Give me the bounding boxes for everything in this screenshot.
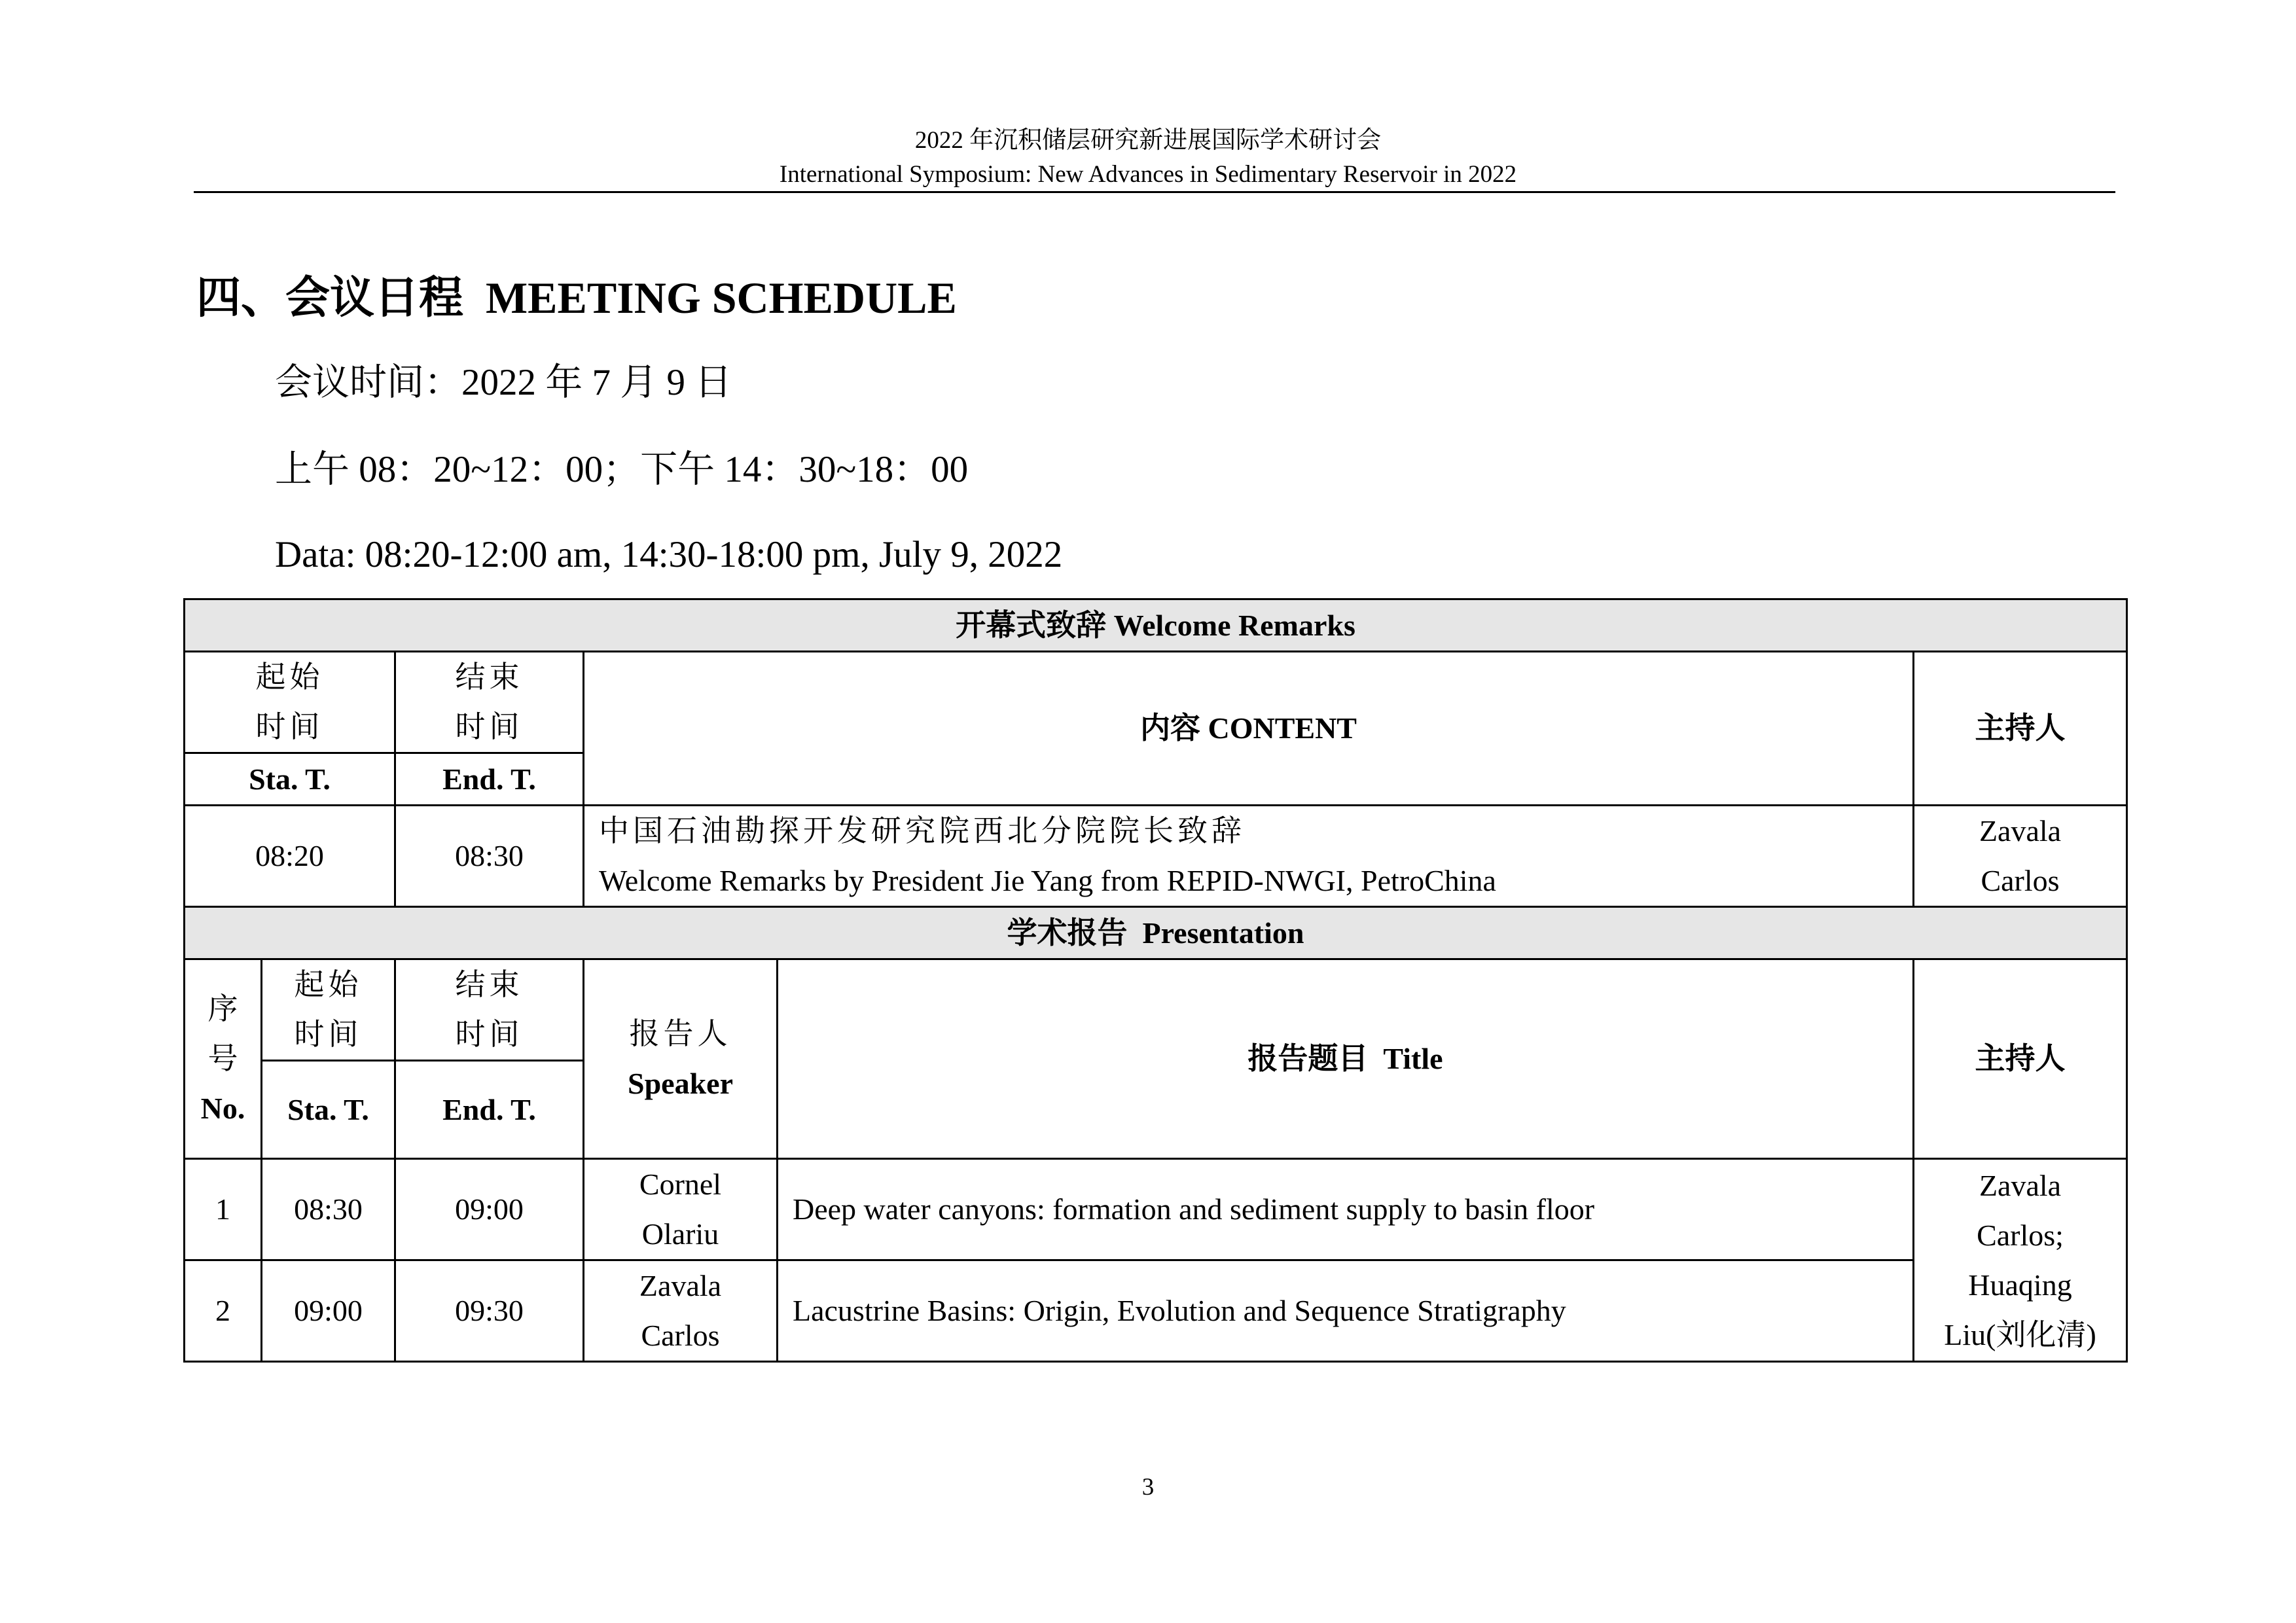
welcome-row bbox=[185, 806, 2127, 907]
presentation-header-start-en: Sta. T. bbox=[262, 1061, 395, 1159]
welcome-header-start-cn bbox=[185, 652, 395, 753]
presentation-header-host: 主持人 bbox=[1914, 959, 2127, 1159]
presentation-header-no-cn-2: 号 bbox=[207, 1042, 238, 1075]
welcome-header-end-en: End. T. bbox=[395, 753, 584, 806]
welcome-header-end-cn-2: 时间 bbox=[455, 710, 524, 743]
row-speaker-1: Cornel bbox=[639, 1168, 722, 1201]
row-title: Lacustrine Basins: Origin, Evolution and Sequence Stratigraphy bbox=[778, 1260, 1914, 1362]
row-speaker bbox=[584, 1260, 778, 1362]
row-speaker-1: Zavala bbox=[639, 1269, 722, 1302]
page-number: 3 bbox=[1141, 1474, 1155, 1501]
row-title: Deep water canyons: formation and sediment supply to basin floor bbox=[778, 1159, 1914, 1260]
welcome-header-start-cn-1: 起始 bbox=[255, 660, 324, 694]
header-title-cn: 2022 年沉积储层研究新进展国际学术研讨会 bbox=[914, 127, 1382, 154]
presentation-header-no-cn-1: 序 bbox=[207, 992, 238, 1026]
presentation-host-4: Liu(刘化清) bbox=[1944, 1317, 2096, 1351]
presentation-section-label: 学术报告 Presentation bbox=[185, 907, 2127, 959]
welcome-header-content: 内容 CONTENT bbox=[584, 652, 1914, 806]
meeting-date-en: Data: 08:20-12:00 am, 14:30-18:00 pm, July 9, 2022 bbox=[275, 534, 1063, 575]
presentation-header-start-cn-2: 时间 bbox=[294, 1018, 363, 1051]
welcome-content-en: Welcome Remarks by President Jie Yang from REPID-NWGI, PetroChina bbox=[599, 864, 1496, 897]
welcome-header-start-en: Sta. T. bbox=[185, 753, 395, 806]
welcome-content-cn: 中国石油勘探开发研究院西北分院院长致辞 bbox=[599, 814, 1246, 847]
presentation-header-speaker bbox=[584, 959, 778, 1159]
row-no: 2 bbox=[185, 1260, 262, 1362]
header-divider bbox=[194, 191, 2115, 193]
presentation-header-end-cn bbox=[395, 959, 584, 1061]
welcome-header-start-cn-2: 时间 bbox=[255, 710, 324, 743]
welcome-content bbox=[584, 806, 1914, 907]
row-end-time: 09:30 bbox=[395, 1260, 584, 1362]
welcome-host bbox=[1914, 806, 2127, 907]
row-speaker-2: Olariu bbox=[641, 1217, 719, 1251]
presentation-header-speaker-cn: 报告人 bbox=[629, 1017, 732, 1050]
presentation-header-title: 报告题目 Title bbox=[778, 959, 1914, 1159]
table-row bbox=[185, 1260, 2127, 1362]
presentation-header-end-en: End. T. bbox=[395, 1061, 584, 1159]
meeting-time-cn: 上午 08：20~12：00；下午 14：30~18：00 bbox=[275, 449, 969, 490]
table-row bbox=[185, 1159, 2127, 1260]
presentation-host-3: Huaqing bbox=[1968, 1268, 2072, 1302]
row-start-time: 08:30 bbox=[262, 1159, 395, 1260]
presentation-header-start-cn-1: 起始 bbox=[294, 968, 363, 1001]
presentation-host-1: Zavala bbox=[1979, 1168, 2062, 1202]
presentation-header-no bbox=[185, 959, 262, 1159]
header-title-en: International Symposium: New Advances in Sedimentary Reservoir in 2022 bbox=[779, 161, 1517, 188]
welcome-end-time: 08:30 bbox=[395, 806, 584, 907]
presentation-header-end-cn-2: 时间 bbox=[455, 1018, 524, 1051]
welcome-header-end-cn bbox=[395, 652, 584, 753]
row-start-time: 09:00 bbox=[262, 1260, 395, 1362]
presentation-header-end-cn-1: 结束 bbox=[455, 968, 524, 1001]
presentation-host bbox=[1914, 1159, 2127, 1362]
row-no: 1 bbox=[185, 1159, 262, 1260]
welcome-header-end-cn-1: 结束 bbox=[455, 660, 524, 694]
welcome-section-label: 开幕式致辞 Welcome Remarks bbox=[185, 599, 2127, 652]
welcome-header-host: 主持人 bbox=[1914, 652, 2127, 806]
welcome-host-1: Zavala bbox=[1979, 814, 2062, 847]
presentation-header-speaker-en: Speaker bbox=[628, 1067, 733, 1100]
presentation-header-start-cn bbox=[262, 959, 395, 1061]
presentation-header-no-en: No. bbox=[200, 1092, 245, 1125]
welcome-start-time: 08:20 bbox=[185, 806, 395, 907]
presentation-host-2: Carlos; bbox=[1977, 1218, 2064, 1252]
row-speaker bbox=[584, 1159, 778, 1260]
row-end-time: 09:00 bbox=[395, 1159, 584, 1260]
schedule-table bbox=[183, 598, 2128, 1363]
meeting-date-cn: 会议时间：2022 年 7 月 9 日 bbox=[275, 362, 732, 403]
row-speaker-2: Carlos bbox=[641, 1319, 720, 1352]
welcome-host-2: Carlos bbox=[1981, 864, 2060, 897]
section-title: 四、会议日程 MEETING SCHEDULE bbox=[196, 273, 957, 323]
